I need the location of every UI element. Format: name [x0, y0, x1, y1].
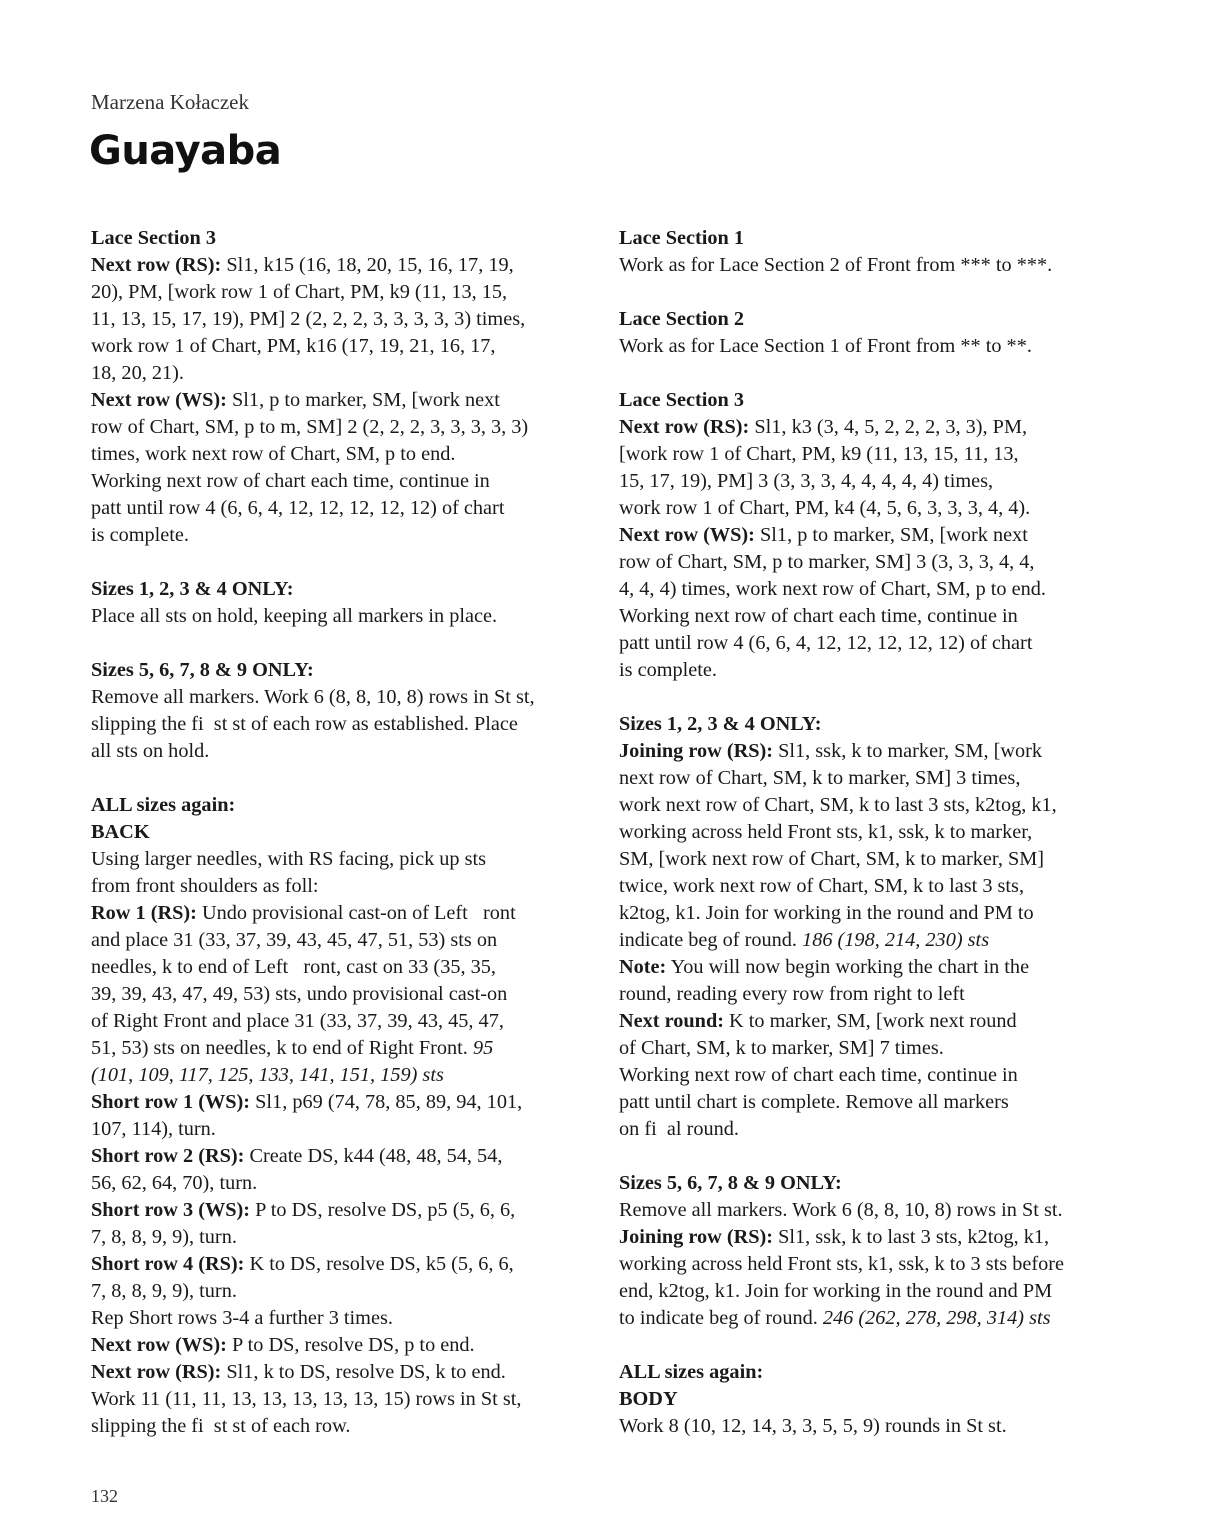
bold-label: Row 1 (RS): [91, 902, 197, 924]
text-run: Work as for Lace Section 2 of Front from *** to ***. [619, 254, 1053, 276]
bold-label: Lace Section 1 [619, 227, 745, 249]
text-run: end, k2tog, k1. Join for working in the round and PM [619, 1280, 1053, 1302]
text-line [619, 252, 1119, 279]
text-run: Create DS, k44 (48, 48, 54, 54, [244, 1145, 503, 1167]
text-line [91, 333, 581, 360]
text-line [619, 1170, 1119, 1197]
text-run: working across held Front sts, k1, ssk, k to 3 sts before [619, 1253, 1065, 1275]
text-line [619, 1386, 1119, 1413]
text-line [91, 360, 581, 387]
text-run: K to DS, resolve DS, k5 (5, 6, 6, [244, 1253, 514, 1275]
text-line [91, 1332, 581, 1359]
text-line [619, 711, 1119, 738]
text-run: times, work next row of Chart, SM, p to end. [91, 443, 456, 465]
text-run: is complete. [619, 659, 717, 681]
paragraph-gap [91, 630, 581, 657]
text-run: 4, 4, 4) times, work next row of Chart, SM, p to end. [619, 578, 1046, 600]
text-line [619, 954, 1119, 981]
bold-label: ALL sizes again: [619, 1361, 764, 1383]
bold-label: Next round: [619, 1010, 724, 1032]
text-line [91, 1224, 581, 1251]
text-run: row of Chart, SM, p to marker, SM] 3 (3, 3, 3, 4, 4, [619, 551, 1035, 573]
bold-label: Short row 4 (RS): [91, 1253, 245, 1275]
text-run: 7, 8, 8, 9, 9), turn. [91, 1226, 237, 1248]
text-run: on fi al round. [619, 1118, 739, 1140]
paragraph-gap [619, 1143, 1119, 1170]
text-line [91, 684, 581, 711]
text-run: Sl1, p to marker, SM, [work next [754, 524, 1028, 546]
italic-count: 95 [472, 1037, 494, 1059]
text-line [91, 522, 581, 549]
text-run: work next row of Chart, SM, k to last 3 sts, k2tog, k1, [619, 794, 1057, 816]
text-run: Work 8 (10, 12, 14, 3, 3, 5, 5, 9) rounds in St st. [619, 1415, 1007, 1437]
text-line [91, 1278, 581, 1305]
text-run: 51, 53) sts on needles, k to end of Right Front. [91, 1037, 473, 1059]
text-run: Working next row of chart each time, continue in [619, 605, 1018, 627]
text-run: all sts on hold. [91, 740, 210, 762]
text-line [91, 819, 581, 846]
bold-label: Joining row (RS): [619, 740, 774, 762]
text-run: to indicate beg of round. [619, 1307, 823, 1329]
text-line [91, 846, 581, 873]
text-run: is complete. [91, 524, 189, 546]
pattern-title: Guayaba [89, 128, 282, 174]
text-line [619, 927, 1119, 954]
text-run: work row 1 of Chart, PM, k4 (4, 5, 6, 3, 3, 3, 4, 4). [619, 497, 1031, 519]
text-run: patt until row 4 (6, 6, 4, 12, 12, 12, 12, 12) of chart [619, 632, 1033, 654]
text-run: Sl1, p69 (74, 78, 85, 89, 94, 101, [250, 1091, 523, 1113]
text-run: Sl1, ssk, k to last 3 sts, k2tog, k1, [773, 1226, 1050, 1248]
italic-count: 246 (262, 278, 298, 314) sts [822, 1307, 1051, 1329]
text-line [619, 1116, 1119, 1143]
text-line [619, 765, 1119, 792]
bold-label: BACK [91, 821, 150, 843]
italic-count: 186 (198, 214, 230) sts [802, 929, 990, 951]
paragraph-gap [619, 1332, 1119, 1359]
text-run: Remove all markers. Work 6 (8, 8, 10, 8) rows in St st. [619, 1199, 1063, 1221]
bold-label: BODY [619, 1388, 678, 1410]
text-line [91, 1413, 581, 1440]
text-line [619, 495, 1119, 522]
text-run: You will now begin working the chart in the [666, 956, 1030, 978]
text-run: of Chart, SM, k to marker, SM] 7 times. [619, 1037, 944, 1059]
text-run: Place all sts on hold, keeping all markers in place. [91, 605, 498, 627]
text-line [91, 576, 581, 603]
text-run: k2tog, k1. Join for working in the round and PM to [619, 902, 1034, 924]
text-line [91, 495, 581, 522]
text-run: of Right Front and place 31 (33, 37, 39, 43, 45, 47, [91, 1010, 504, 1032]
paragraph-gap [619, 684, 1119, 711]
text-run: Working next row of chart each time, continue in [619, 1064, 1018, 1086]
left-column [91, 225, 581, 1440]
text-line [619, 846, 1119, 873]
italic-count: (101, 109, 117, 125, 133, 141, 151, 159) sts [91, 1064, 444, 1086]
text-run: Remove all markers. Work 6 (8, 8, 10, 8) rows in St st, [91, 686, 535, 708]
text-run: round, reading every row from right to left [619, 983, 965, 1005]
text-line [619, 306, 1119, 333]
text-run: Sl1, k15 (16, 18, 20, 15, 16, 17, 19, [221, 254, 514, 276]
text-line [91, 1008, 581, 1035]
paragraph-gap [91, 549, 581, 576]
bold-label: Short row 3 (WS): [91, 1199, 251, 1221]
text-line [619, 522, 1119, 549]
text-run: 56, 62, 64, 70), turn. [91, 1172, 258, 1194]
text-line [619, 603, 1119, 630]
text-line [619, 657, 1119, 684]
text-line [619, 441, 1119, 468]
text-line [91, 603, 581, 630]
text-line [91, 1170, 581, 1197]
bold-label: Short row 2 (RS): [91, 1145, 245, 1167]
text-line [91, 252, 581, 279]
text-run: slipping the fi st st of each row as established. Place [91, 713, 518, 735]
author-name: Marzena Kołaczek [91, 90, 249, 114]
text-run: Working next row of chart each time, continue in [91, 470, 490, 492]
text-run: and place 31 (33, 37, 39, 43, 45, 47, 51, 53) sts on [91, 929, 498, 951]
text-line [91, 468, 581, 495]
page-number: 132 [91, 1486, 118, 1506]
text-line [91, 1359, 581, 1386]
text-line [619, 1062, 1119, 1089]
text-run: work row 1 of Chart, PM, k16 (17, 19, 21, 16, 17, [91, 335, 496, 357]
text-run: Sl1, k to DS, resolve DS, k to end. [221, 1361, 506, 1383]
text-line [91, 927, 581, 954]
text-line [619, 225, 1119, 252]
text-run: slipping the fi st st of each row. [91, 1415, 351, 1437]
text-line [91, 1386, 581, 1413]
text-line [619, 1413, 1119, 1440]
text-run: twice, work next row of Chart, SM, k to last 3 sts, [619, 875, 1025, 897]
text-run: 11, 13, 15, 17, 19), PM] 2 (2, 2, 2, 3, 3, 3, 3, 3) times, [91, 308, 526, 330]
bold-label: Sizes 5, 6, 7, 8 & 9 ONLY: [91, 659, 314, 681]
text-run: Sl1, p to marker, SM, [work next [226, 389, 500, 411]
text-line [619, 549, 1119, 576]
bold-label: Lace Section 3 [619, 389, 745, 411]
text-line [619, 1197, 1119, 1224]
right-column [619, 225, 1119, 1440]
text-line [91, 657, 581, 684]
text-line [91, 387, 581, 414]
bold-label: Sizes 1, 2, 3 & 4 ONLY: [91, 578, 294, 600]
bold-label: Joining row (RS): [619, 1226, 774, 1248]
bold-label: Next row (WS): [91, 1334, 227, 1356]
text-line [91, 954, 581, 981]
text-line [619, 900, 1119, 927]
bold-label: Next row (WS): [619, 524, 755, 546]
text-run: K to marker, SM, [work next round [723, 1010, 1017, 1032]
text-line [91, 900, 581, 927]
text-run: needles, k to end of Left ront, cast on 33 (35, 35, [91, 956, 496, 978]
bold-label: Next row (WS): [91, 389, 227, 411]
text-run: Sl1, k3 (3, 4, 5, 2, 2, 2, 3, 3), PM, [749, 416, 1028, 438]
bold-label: Next row (RS): [619, 416, 750, 438]
bold-label: Note: [619, 956, 667, 978]
bold-label: Next row (RS): [91, 1361, 222, 1383]
text-run: indicate beg of round. [619, 929, 803, 951]
text-run: Undo provisional cast-on of Left ront [196, 902, 516, 924]
text-line [91, 441, 581, 468]
text-line [619, 387, 1119, 414]
text-run: working across held Front sts, k1, ssk, k to marker, [619, 821, 1033, 843]
text-line [619, 873, 1119, 900]
text-run: P to DS, resolve DS, p to end. [226, 1334, 475, 1356]
text-line [619, 981, 1119, 1008]
text-run: patt until row 4 (6, 6, 4, 12, 12, 12, 12, 12) of chart [91, 497, 505, 519]
text-line [619, 630, 1119, 657]
text-run: 7, 8, 8, 9, 9), turn. [91, 1280, 237, 1302]
text-line [619, 333, 1119, 360]
text-line [91, 1143, 581, 1170]
bold-label: Short row 1 (WS): [91, 1091, 251, 1113]
bold-label: Sizes 1, 2, 3 & 4 ONLY: [619, 713, 822, 735]
text-line [91, 711, 581, 738]
text-line [619, 1305, 1119, 1332]
text-line [91, 1251, 581, 1278]
text-line [619, 1035, 1119, 1062]
text-line [619, 1089, 1119, 1116]
text-run: from front shoulders as foll: [91, 875, 319, 897]
text-line [91, 1305, 581, 1332]
text-line [619, 468, 1119, 495]
text-line [91, 225, 581, 252]
bold-label: Lace Section 2 [619, 308, 745, 330]
text-line [619, 414, 1119, 441]
text-line [91, 873, 581, 900]
text-run: 18, 20, 21). [91, 362, 184, 384]
text-line [91, 1116, 581, 1143]
bold-label: Lace Section 3 [91, 227, 217, 249]
text-run: Work 11 (11, 11, 13, 13, 13, 13, 13, 15) rows in St st, [91, 1388, 522, 1410]
bold-label: Sizes 5, 6, 7, 8 & 9 ONLY: [619, 1172, 842, 1194]
text-line [91, 738, 581, 765]
text-run: P to DS, resolve DS, p5 (5, 6, 6, [250, 1199, 516, 1221]
text-line [91, 306, 581, 333]
text-line [619, 576, 1119, 603]
text-line [619, 819, 1119, 846]
text-line [91, 1089, 581, 1116]
text-run: Work as for Lace Section 1 of Front from ** to **. [619, 335, 1032, 357]
text-line [91, 279, 581, 306]
text-run: 39, 39, 43, 47, 49, 53) sts, undo provisional cast-on [91, 983, 508, 1005]
text-run: next row of Chart, SM, k to marker, SM] 3 times, [619, 767, 1021, 789]
text-run: row of Chart, SM, p to m, SM] 2 (2, 2, 2, 3, 3, 3, 3, 3) [91, 416, 529, 438]
text-run: 107, 114), turn. [91, 1118, 216, 1140]
paragraph-gap [619, 279, 1119, 306]
text-run: SM, [work next row of Chart, SM, k to marker, SM] [619, 848, 1045, 870]
text-line [91, 792, 581, 819]
text-line [619, 1278, 1119, 1305]
text-line [91, 414, 581, 441]
text-line [619, 1359, 1119, 1386]
text-line [91, 1035, 581, 1062]
text-line [619, 738, 1119, 765]
paragraph-gap [619, 360, 1119, 387]
text-line [619, 792, 1119, 819]
bold-label: Next row (RS): [91, 254, 222, 276]
text-run: Using larger needles, with RS facing, pick up sts [91, 848, 487, 870]
text-line [619, 1251, 1119, 1278]
text-run: 15, 17, 19), PM] 3 (3, 3, 3, 4, 4, 4, 4, 4) times, [619, 470, 994, 492]
text-run: Rep Short rows 3-4 a further 3 times. [91, 1307, 393, 1329]
text-run: patt until chart is complete. Remove all markers [619, 1091, 1009, 1113]
text-line [91, 981, 581, 1008]
text-run: Sl1, ssk, k to marker, SM, [work [773, 740, 1043, 762]
paragraph-gap [91, 765, 581, 792]
text-line [91, 1062, 581, 1089]
bold-label: ALL sizes again: [91, 794, 236, 816]
text-run: 20), PM, [work row 1 of Chart, PM, k9 (11, 13, 15, [91, 281, 508, 303]
text-line [619, 1224, 1119, 1251]
text-run: [work row 1 of Chart, PM, k9 (11, 13, 15, 11, 13, [619, 443, 1019, 465]
text-line [619, 1008, 1119, 1035]
text-line [91, 1197, 581, 1224]
